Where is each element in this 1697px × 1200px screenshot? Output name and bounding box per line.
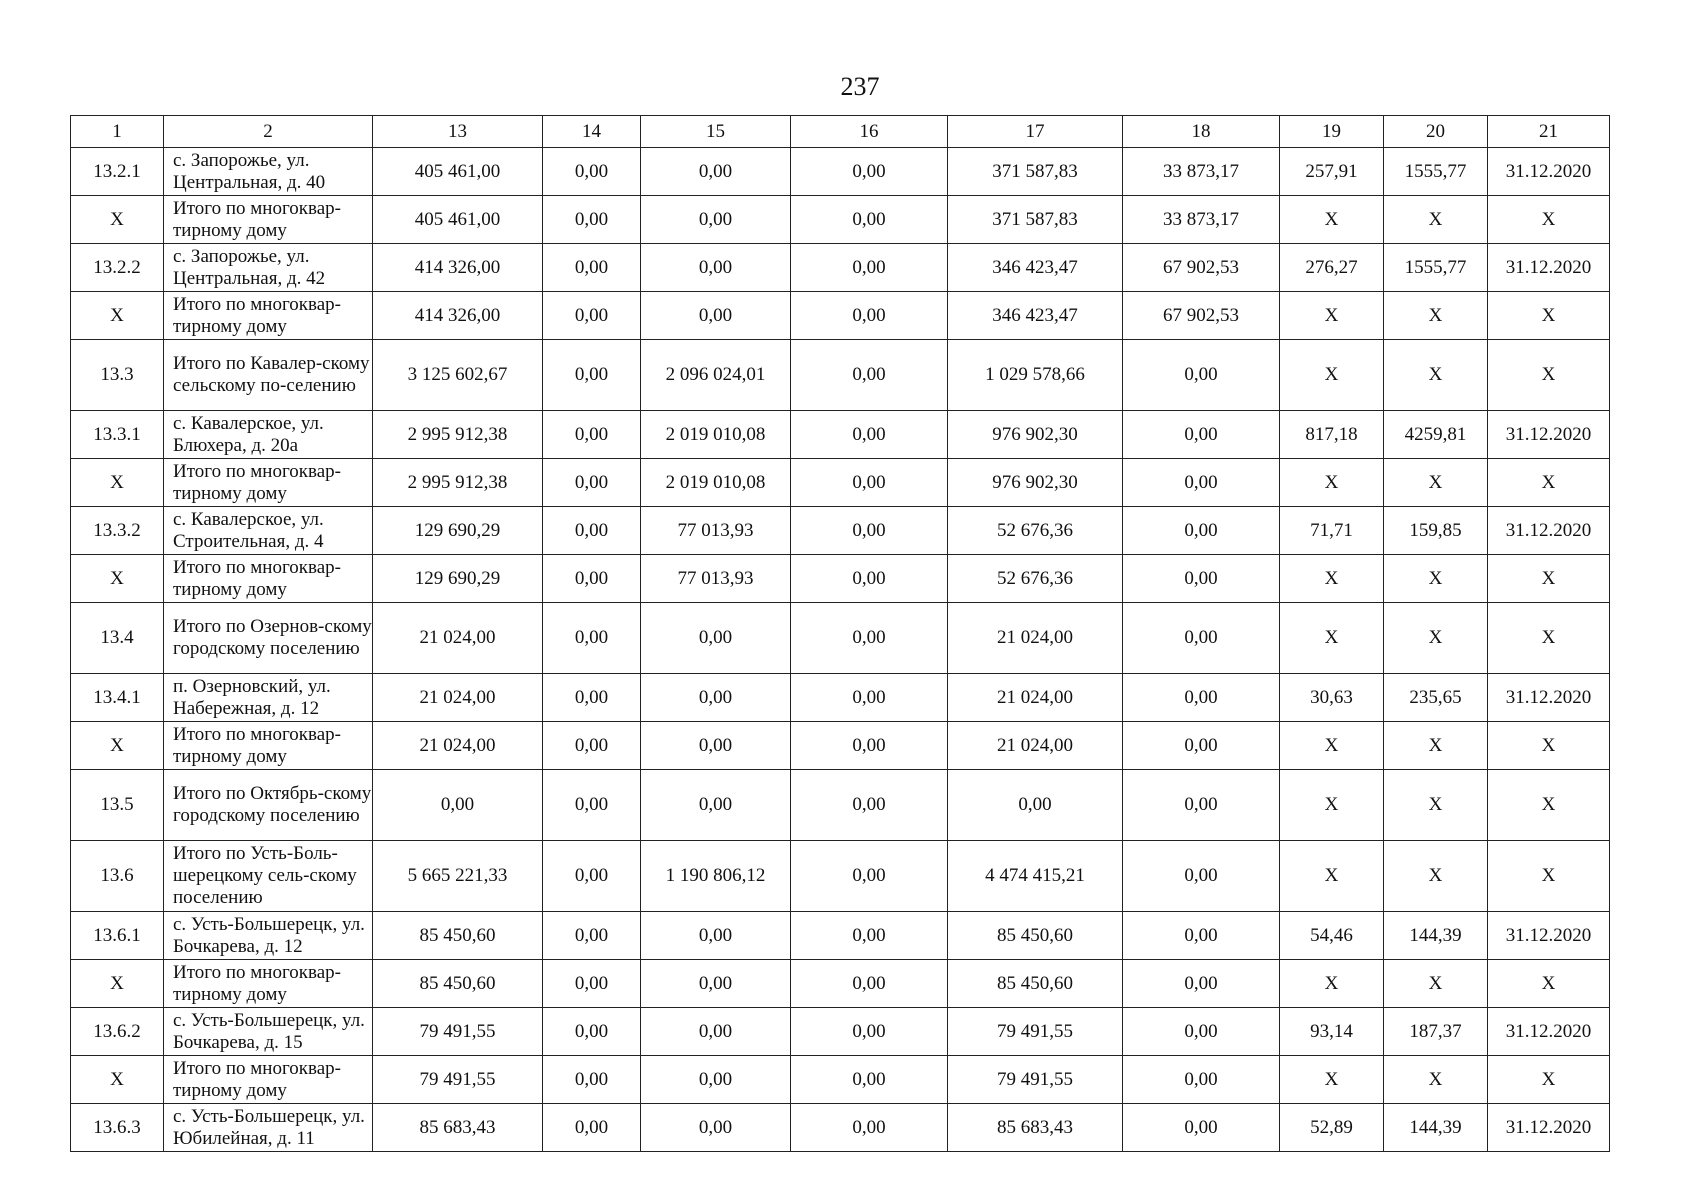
completion-date: X: [1488, 770, 1610, 841]
column-header: 1: [71, 116, 164, 148]
col-13-value: 0,00: [373, 770, 543, 841]
address-name: Итого по многоквар-тирному дому: [164, 459, 373, 507]
table-row: [71, 841, 1610, 912]
completion-date: X: [1488, 340, 1610, 411]
table-row: [71, 1104, 1610, 1152]
address-name: Итого по многоквар-тирному дому: [164, 722, 373, 770]
col-18-value: 67 902,53: [1123, 244, 1280, 292]
col-17-value: 21 024,00: [948, 674, 1123, 722]
col-15-value: 0,00: [641, 960, 791, 1008]
completion-date: 31.12.2020: [1488, 244, 1610, 292]
col-19-value: 257,91: [1280, 148, 1384, 196]
table-row: [71, 603, 1610, 674]
col-13-value: 405 461,00: [373, 196, 543, 244]
col-16-value: 0,00: [791, 841, 948, 912]
column-header: 16: [791, 116, 948, 148]
row-number: X: [71, 196, 164, 244]
col-18-value: 0,00: [1123, 411, 1280, 459]
col-15-value: 0,00: [641, 292, 791, 340]
column-header: 15: [641, 116, 791, 148]
completion-date: 31.12.2020: [1488, 1008, 1610, 1056]
col-14-value: 0,00: [543, 292, 641, 340]
table-row: [71, 148, 1610, 196]
col-17-value: 346 423,47: [948, 244, 1123, 292]
col-18-value: 0,00: [1123, 912, 1280, 960]
col-14-value: 0,00: [543, 411, 641, 459]
table-row: [71, 459, 1610, 507]
table-row: [71, 292, 1610, 340]
completion-date: X: [1488, 841, 1610, 912]
address-name: с. Кавалерское, ул. Строительная, д. 4: [164, 507, 373, 555]
col-13-value: 414 326,00: [373, 244, 543, 292]
col-13-value: 2 995 912,38: [373, 459, 543, 507]
col-18-value: 0,00: [1123, 555, 1280, 603]
table-row: [71, 244, 1610, 292]
col-16-value: 0,00: [791, 148, 948, 196]
col-18-value: 0,00: [1123, 507, 1280, 555]
row-number: 13.6: [71, 841, 164, 912]
col-14-value: 0,00: [543, 960, 641, 1008]
col-14-value: 0,00: [543, 603, 641, 674]
col-17-value: 0,00: [948, 770, 1123, 841]
col-14-value: 0,00: [543, 722, 641, 770]
col-18-value: 0,00: [1123, 960, 1280, 1008]
col-18-value: 33 873,17: [1123, 196, 1280, 244]
col-16-value: 0,00: [791, 912, 948, 960]
col-17-value: 85 450,60: [948, 912, 1123, 960]
col-19-value: 276,27: [1280, 244, 1384, 292]
col-19-value: 93,14: [1280, 1008, 1384, 1056]
address-name: Итого по Усть-Боль-шерецкому сель-скому поселению: [164, 841, 373, 912]
completion-date: X: [1488, 555, 1610, 603]
col-19-value: X: [1280, 770, 1384, 841]
row-number: 13.5: [71, 770, 164, 841]
col-13-value: 85 683,43: [373, 1104, 543, 1152]
row-number: X: [71, 459, 164, 507]
address-name: с. Запорожье, ул. Центральная, д. 40: [164, 148, 373, 196]
col-18-value: 0,00: [1123, 340, 1280, 411]
col-19-value: X: [1280, 841, 1384, 912]
col-16-value: 0,00: [791, 196, 948, 244]
col-18-value: 67 902,53: [1123, 292, 1280, 340]
completion-date: X: [1488, 1056, 1610, 1104]
header-row: [71, 116, 1610, 148]
col-14-value: 0,00: [543, 148, 641, 196]
col-15-value: 0,00: [641, 912, 791, 960]
col-15-value: 2 096 024,01: [641, 340, 791, 411]
col-15-value: 0,00: [641, 196, 791, 244]
col-14-value: 0,00: [543, 196, 641, 244]
completion-date: X: [1488, 292, 1610, 340]
col-18-value: 33 873,17: [1123, 148, 1280, 196]
col-17-value: 371 587,83: [948, 148, 1123, 196]
col-16-value: 0,00: [791, 1104, 948, 1152]
completion-date: X: [1488, 603, 1610, 674]
col-17-value: 52 676,36: [948, 555, 1123, 603]
col-17-value: 79 491,55: [948, 1008, 1123, 1056]
table-row: [71, 555, 1610, 603]
col-13-value: 85 450,60: [373, 912, 543, 960]
col-16-value: 0,00: [791, 722, 948, 770]
col-19-value: X: [1280, 722, 1384, 770]
col-15-value: 0,00: [641, 148, 791, 196]
address-name: Итого по многоквар-тирному дому: [164, 960, 373, 1008]
col-18-value: 0,00: [1123, 841, 1280, 912]
row-number: 13.2.1: [71, 148, 164, 196]
col-13-value: 3 125 602,67: [373, 340, 543, 411]
address-name: Итого по Кавалер-скому сельскому по-селению: [164, 340, 373, 411]
row-number: 13.3.2: [71, 507, 164, 555]
col-20-value: X: [1384, 960, 1488, 1008]
table-body: [71, 116, 1610, 1152]
col-19-value: X: [1280, 1056, 1384, 1104]
table-row: [71, 1056, 1610, 1104]
col-16-value: 0,00: [791, 603, 948, 674]
col-14-value: 0,00: [543, 1056, 641, 1104]
completion-date: 31.12.2020: [1488, 912, 1610, 960]
col-18-value: 0,00: [1123, 1056, 1280, 1104]
col-15-value: 0,00: [641, 603, 791, 674]
col-19-value: 54,46: [1280, 912, 1384, 960]
column-header: 21: [1488, 116, 1610, 148]
column-header: 13: [373, 116, 543, 148]
col-19-value: X: [1280, 555, 1384, 603]
col-20-value: 4259,81: [1384, 411, 1488, 459]
row-number: 13.3: [71, 340, 164, 411]
table-row: [71, 1008, 1610, 1056]
col-15-value: 0,00: [641, 244, 791, 292]
table-row: [71, 411, 1610, 459]
column-header: 18: [1123, 116, 1280, 148]
col-17-value: 371 587,83: [948, 196, 1123, 244]
completion-date: 31.12.2020: [1488, 1104, 1610, 1152]
col-20-value: X: [1384, 603, 1488, 674]
col-20-value: X: [1384, 292, 1488, 340]
col-17-value: 85 683,43: [948, 1104, 1123, 1152]
col-14-value: 0,00: [543, 340, 641, 411]
table-row: [71, 340, 1610, 411]
col-19-value: 30,63: [1280, 674, 1384, 722]
page-number: 237: [840, 72, 880, 101]
address-name: с. Кавалерское, ул. Блюхера, д. 20а: [164, 411, 373, 459]
table-row: [71, 912, 1610, 960]
address-name: Итого по многоквар-тирному дому: [164, 555, 373, 603]
row-number: X: [71, 1056, 164, 1104]
row-number: X: [71, 722, 164, 770]
completion-date: X: [1488, 960, 1610, 1008]
row-number: 13.4: [71, 603, 164, 674]
address-name: Итого по многоквар-тирному дому: [164, 1056, 373, 1104]
col-17-value: 976 902,30: [948, 411, 1123, 459]
col-18-value: 0,00: [1123, 722, 1280, 770]
col-19-value: 71,71: [1280, 507, 1384, 555]
col-14-value: 0,00: [543, 770, 641, 841]
col-14-value: 0,00: [543, 1008, 641, 1056]
col-13-value: 79 491,55: [373, 1008, 543, 1056]
address-name: Итого по многоквар-тирному дому: [164, 292, 373, 340]
col-17-value: 21 024,00: [948, 722, 1123, 770]
col-20-value: X: [1384, 340, 1488, 411]
col-20-value: X: [1384, 555, 1488, 603]
col-19-value: X: [1280, 459, 1384, 507]
col-13-value: 414 326,00: [373, 292, 543, 340]
col-15-value: 0,00: [641, 722, 791, 770]
col-20-value: 187,37: [1384, 1008, 1488, 1056]
col-14-value: 0,00: [543, 674, 641, 722]
col-13-value: 79 491,55: [373, 1056, 543, 1104]
col-14-value: 0,00: [543, 459, 641, 507]
col-13-value: 21 024,00: [373, 722, 543, 770]
col-18-value: 0,00: [1123, 674, 1280, 722]
completion-date: X: [1488, 722, 1610, 770]
column-header: 19: [1280, 116, 1384, 148]
col-20-value: X: [1384, 1056, 1488, 1104]
col-16-value: 0,00: [791, 1008, 948, 1056]
col-14-value: 0,00: [543, 555, 641, 603]
completion-date: X: [1488, 459, 1610, 507]
col-13-value: 21 024,00: [373, 603, 543, 674]
row-number: 13.2.2: [71, 244, 164, 292]
col-20-value: 1555,77: [1384, 244, 1488, 292]
col-19-value: X: [1280, 603, 1384, 674]
address-name: с. Запорожье, ул. Центральная, д. 42: [164, 244, 373, 292]
completion-date: X: [1488, 196, 1610, 244]
col-15-value: 0,00: [641, 1008, 791, 1056]
col-17-value: 52 676,36: [948, 507, 1123, 555]
col-16-value: 0,00: [791, 292, 948, 340]
address-name: с. Усть-Большерецк, ул. Бочкарева, д. 12: [164, 912, 373, 960]
col-17-value: 21 024,00: [948, 603, 1123, 674]
col-20-value: X: [1384, 459, 1488, 507]
col-17-value: 85 450,60: [948, 960, 1123, 1008]
col-20-value: 144,39: [1384, 1104, 1488, 1152]
col-14-value: 0,00: [543, 841, 641, 912]
col-13-value: 129 690,29: [373, 555, 543, 603]
col-13-value: 85 450,60: [373, 960, 543, 1008]
address-name: п. Озерновский, ул. Набережная, д. 12: [164, 674, 373, 722]
col-18-value: 0,00: [1123, 1104, 1280, 1152]
col-14-value: 0,00: [543, 244, 641, 292]
col-16-value: 0,00: [791, 1056, 948, 1104]
col-16-value: 0,00: [791, 770, 948, 841]
col-16-value: 0,00: [791, 459, 948, 507]
col-19-value: 817,18: [1280, 411, 1384, 459]
col-18-value: 0,00: [1123, 770, 1280, 841]
col-16-value: 0,00: [791, 674, 948, 722]
col-20-value: 1555,77: [1384, 148, 1488, 196]
col-20-value: X: [1384, 722, 1488, 770]
col-15-value: 0,00: [641, 1104, 791, 1152]
completion-date: 31.12.2020: [1488, 507, 1610, 555]
row-number: 13.3.1: [71, 411, 164, 459]
row-number: X: [71, 555, 164, 603]
col-15-value: 2 019 010,08: [641, 459, 791, 507]
col-16-value: 0,00: [791, 960, 948, 1008]
row-number: X: [71, 292, 164, 340]
col-15-value: 0,00: [641, 1056, 791, 1104]
column-header: 17: [948, 116, 1123, 148]
col-18-value: 0,00: [1123, 459, 1280, 507]
row-number: X: [71, 960, 164, 1008]
address-name: Итого по Озернов-скому городскому поселению: [164, 603, 373, 674]
table-row: [71, 960, 1610, 1008]
table-row: [71, 507, 1610, 555]
table-row: [71, 722, 1610, 770]
col-20-value: X: [1384, 196, 1488, 244]
col-20-value: X: [1384, 841, 1488, 912]
row-number: 13.4.1: [71, 674, 164, 722]
row-number: 13.6.3: [71, 1104, 164, 1152]
col-20-value: 144,39: [1384, 912, 1488, 960]
col-17-value: 346 423,47: [948, 292, 1123, 340]
address-name: Итого по многоквар-тирному дому: [164, 196, 373, 244]
completion-date: 31.12.2020: [1488, 148, 1610, 196]
col-18-value: 0,00: [1123, 603, 1280, 674]
col-13-value: 2 995 912,38: [373, 411, 543, 459]
col-19-value: X: [1280, 340, 1384, 411]
col-19-value: 52,89: [1280, 1104, 1384, 1152]
address-name: с. Усть-Большерецк, ул. Бочкарева, д. 15: [164, 1008, 373, 1056]
col-16-value: 0,00: [791, 244, 948, 292]
col-18-value: 0,00: [1123, 1008, 1280, 1056]
completion-date: 31.12.2020: [1488, 411, 1610, 459]
col-16-value: 0,00: [791, 507, 948, 555]
column-header: 20: [1384, 116, 1488, 148]
col-15-value: 0,00: [641, 770, 791, 841]
col-17-value: 4 474 415,21: [948, 841, 1123, 912]
col-20-value: 235,65: [1384, 674, 1488, 722]
address-name: с. Усть-Большерецк, ул. Юбилейная, д. 11: [164, 1104, 373, 1152]
col-16-value: 0,00: [791, 555, 948, 603]
data-table: [70, 115, 1610, 1152]
col-13-value: 21 024,00: [373, 674, 543, 722]
col-15-value: 0,00: [641, 674, 791, 722]
col-19-value: X: [1280, 960, 1384, 1008]
address-name: Итого по Октябрь-скому городскому поселению: [164, 770, 373, 841]
col-16-value: 0,00: [791, 411, 948, 459]
completion-date: 31.12.2020: [1488, 674, 1610, 722]
table-row: [71, 770, 1610, 841]
col-20-value: X: [1384, 770, 1488, 841]
col-15-value: 77 013,93: [641, 507, 791, 555]
col-13-value: 405 461,00: [373, 148, 543, 196]
table-row: [71, 674, 1610, 722]
col-13-value: 5 665 221,33: [373, 841, 543, 912]
col-16-value: 0,00: [791, 340, 948, 411]
col-17-value: 79 491,55: [948, 1056, 1123, 1104]
col-15-value: 77 013,93: [641, 555, 791, 603]
col-19-value: X: [1280, 292, 1384, 340]
col-17-value: 976 902,30: [948, 459, 1123, 507]
row-number: 13.6.2: [71, 1008, 164, 1056]
col-20-value: 159,85: [1384, 507, 1488, 555]
row-number: 13.6.1: [71, 912, 164, 960]
col-15-value: 2 019 010,08: [641, 411, 791, 459]
col-14-value: 0,00: [543, 507, 641, 555]
col-14-value: 0,00: [543, 912, 641, 960]
col-19-value: X: [1280, 196, 1384, 244]
column-header: 2: [164, 116, 373, 148]
col-13-value: 129 690,29: [373, 507, 543, 555]
col-15-value: 1 190 806,12: [641, 841, 791, 912]
col-17-value: 1 029 578,66: [948, 340, 1123, 411]
column-header: 14: [543, 116, 641, 148]
col-14-value: 0,00: [543, 1104, 641, 1152]
table-row: [71, 196, 1610, 244]
